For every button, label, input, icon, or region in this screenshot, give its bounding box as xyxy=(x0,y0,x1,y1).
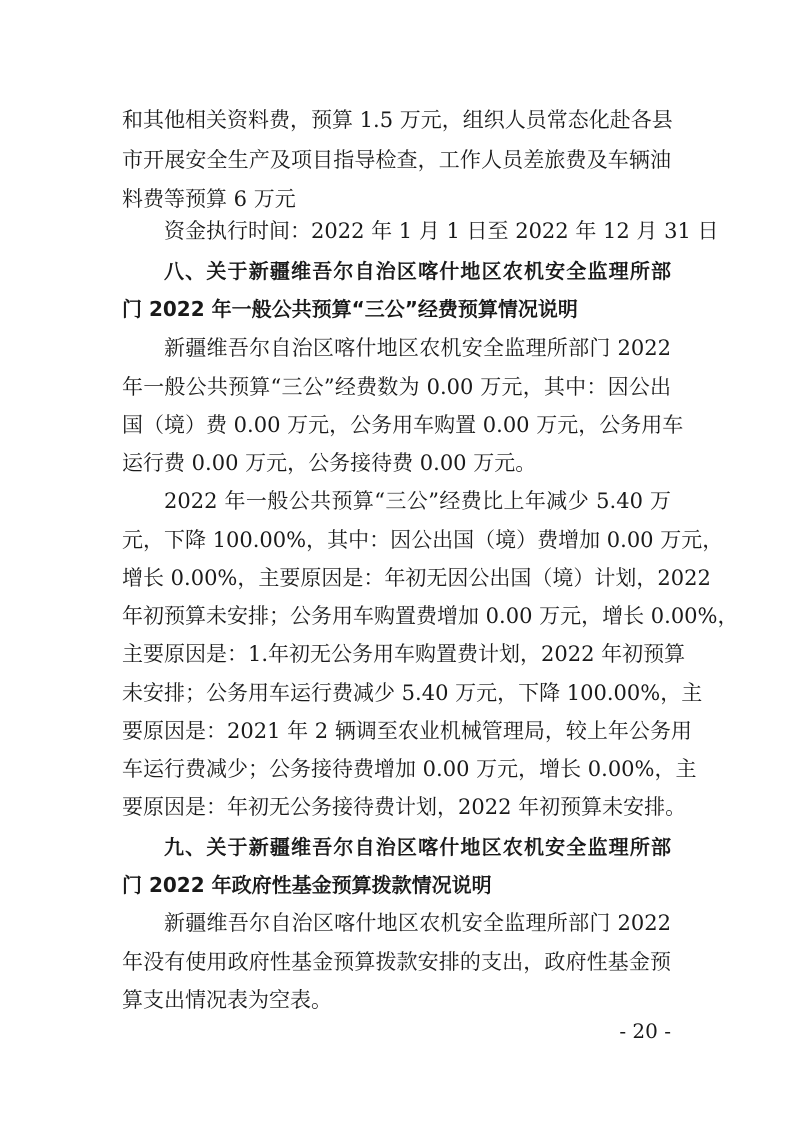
paragraph-line: 年一般公共预算“三公”经费数为 0.00 万元，其中：因公出 xyxy=(122,375,671,399)
paragraph-line: 要原因是：年初无公务接待费计划，2022 年初预算未安排。 xyxy=(122,795,687,819)
paragraph-line: 主要原因是：1.年初无公务用车购置费计划，2022 年初预算 xyxy=(122,642,686,666)
paragraph-line: 新疆维吾尔自治区喀什地区农机安全监理所部门 2022 xyxy=(164,336,671,360)
paragraph-line: 算支出情况表为空表。 xyxy=(122,988,332,1012)
paragraph-line: 2022 年一般公共预算“三公”经费比上年减少 5.40 万 xyxy=(164,489,671,513)
paragraph-line: 料费等预算 6 万元 xyxy=(122,187,296,211)
paragraph-line: 增长 0.00%，主要原因是：年初无因公出国（境）计划，2022 xyxy=(122,566,711,590)
paragraph-line: 要原因是：2021 年 2 辆调至农业机械管理局，较上年公务用 xyxy=(122,719,692,743)
section-8-heading: 门 2022 年一般公共预算“三公”经费预算情况说明 xyxy=(122,297,578,321)
paragraph-line: 国（境）费 0.00 万元，公务用车购置 0.00 万元，公务用车 xyxy=(122,413,684,437)
paragraph-line: 车运行费减少；公务接待费增加 0.00 万元，增长 0.00%，主 xyxy=(122,757,697,781)
paragraph-line: 和其他相关资料费，预算 1.5 万元，组织人员常态化赴各县 xyxy=(122,108,673,132)
section-8-heading: 八、关于新疆维吾尔自治区喀什地区农机安全监理所部 xyxy=(164,259,671,283)
paragraph-line: 新疆维吾尔自治区喀什地区农机安全监理所部门 2022 xyxy=(164,911,671,935)
paragraph-line: 年没有使用政府性基金预算拨款安排的支出，政府性基金预 xyxy=(122,950,671,974)
page-number: - 20 - xyxy=(619,1019,671,1043)
paragraph-line: 元，下降 100.00%，其中：因公出国（境）费增加 0.00 万元， xyxy=(122,528,724,552)
paragraph-line: 未安排；公务用车运行费减少 5.40 万元，下降 100.00%，主 xyxy=(122,681,703,705)
paragraph-line: 市开展安全生产及项目指导检查，工作人员差旅费及车辆油 xyxy=(122,148,671,172)
paragraph-line: 运行费 0.00 万元，公务接待费 0.00 万元。 xyxy=(122,451,537,475)
paragraph-line: 年初预算未安排；公务用车购置费增加 0.00 万元，增长 0.00%， xyxy=(122,604,739,628)
section-9-heading: 门 2022 年政府性基金预算拨款情况说明 xyxy=(122,873,492,897)
section-9-heading: 九、关于新疆维吾尔自治区喀什地区农机安全监理所部 xyxy=(164,835,671,859)
execution-time: 资金执行时间：2022 年 1 月 1 日至 2022 年 12 月 31 日 xyxy=(164,219,719,243)
